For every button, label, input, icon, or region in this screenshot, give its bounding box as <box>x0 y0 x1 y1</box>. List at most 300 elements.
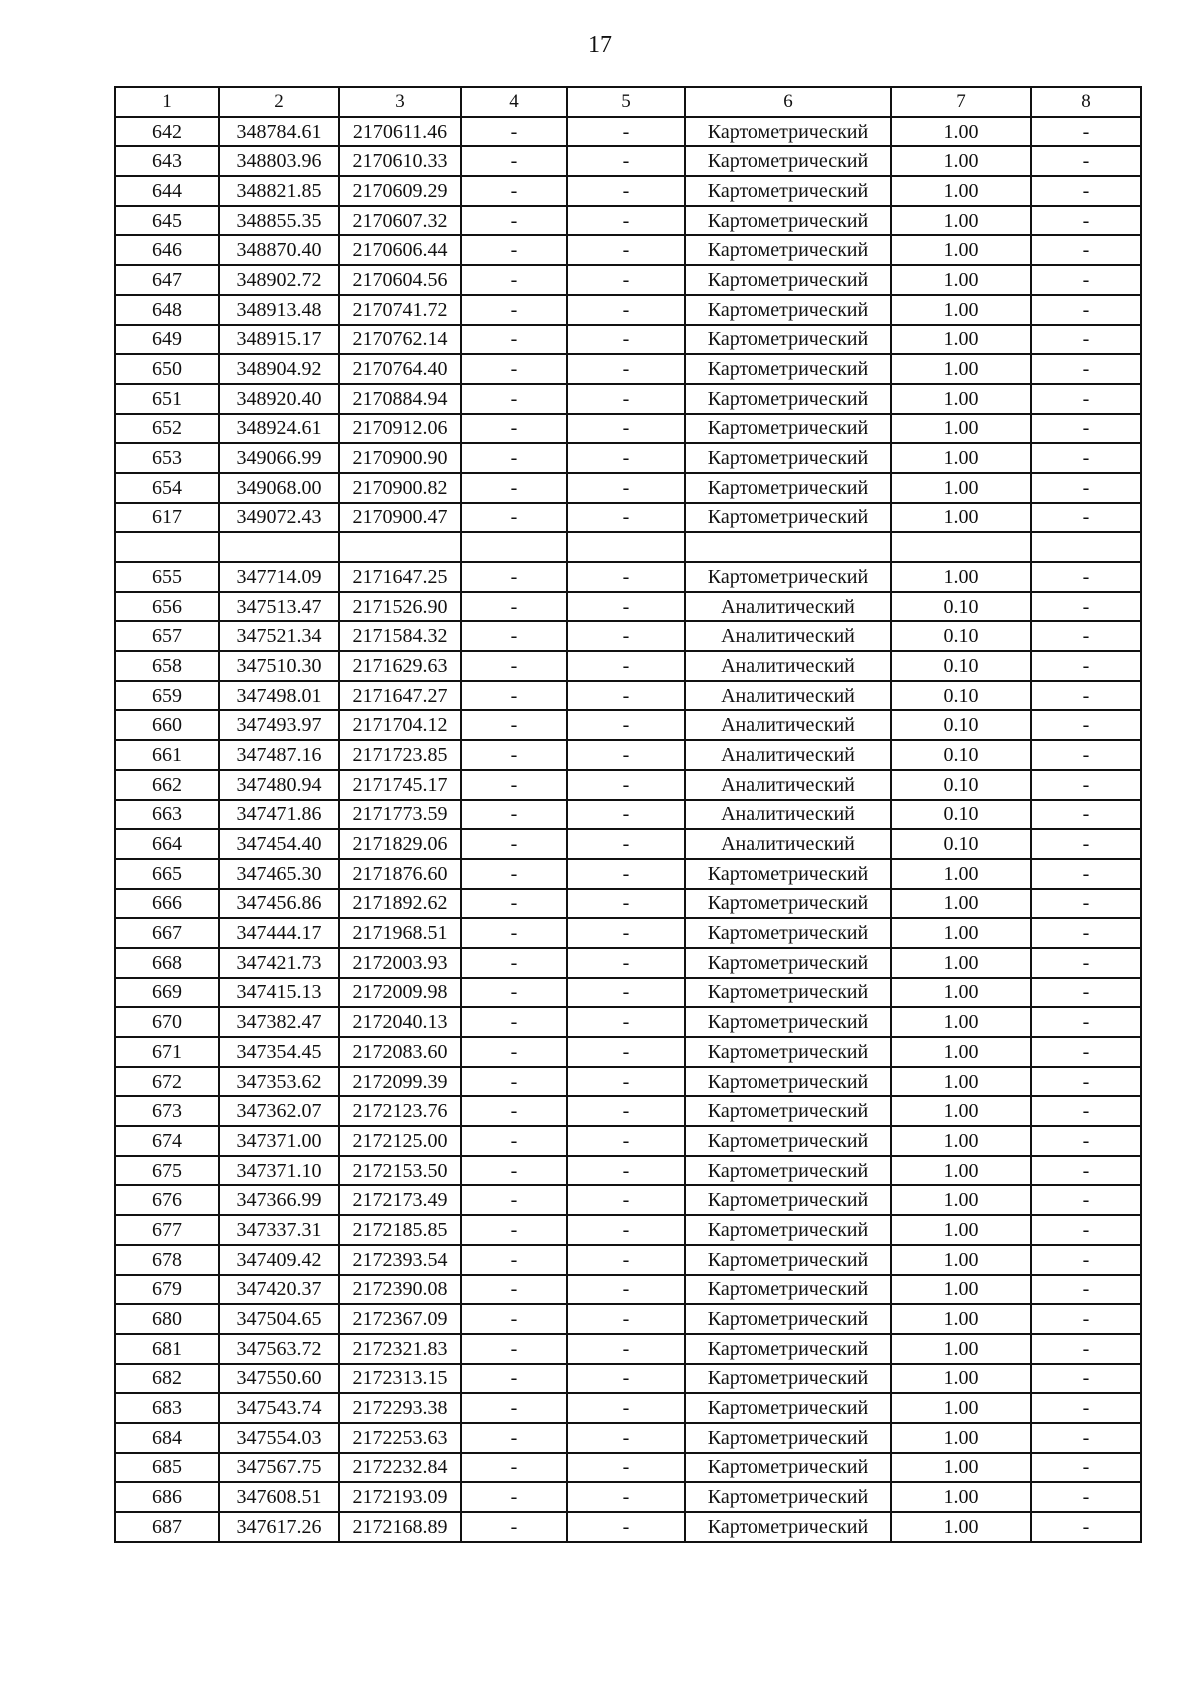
point-number-cell: 681 <box>115 1334 219 1364</box>
accuracy-cell: 1.00 <box>891 859 1031 889</box>
accuracy-cell: 1.00 <box>891 1304 1031 1334</box>
column-header: 8 <box>1031 87 1141 117</box>
x-coordinate-cell: 349068.00 <box>219 473 339 503</box>
x-coordinate-cell: 348920.40 <box>219 384 339 414</box>
point-number-cell: 673 <box>115 1096 219 1126</box>
point-number-cell: 649 <box>115 325 219 355</box>
accuracy-cell: 1.00 <box>891 1215 1031 1245</box>
table-row <box>115 978 1141 1008</box>
column-8-cell: - <box>1031 1245 1141 1275</box>
accuracy-cell: 1.00 <box>891 295 1031 325</box>
column-8-cell: - <box>1031 443 1141 473</box>
y-coordinate-cell: 2170607.32 <box>339 206 461 236</box>
column-5-cell: - <box>567 325 685 355</box>
column-5-cell: - <box>567 354 685 384</box>
method-cell: Картометрический <box>685 1482 891 1512</box>
column-8-cell: - <box>1031 1185 1141 1215</box>
point-number-cell: 668 <box>115 948 219 978</box>
x-coordinate-cell: 348924.61 <box>219 414 339 444</box>
table-row <box>115 621 1141 651</box>
accuracy-cell: 1.00 <box>891 1007 1031 1037</box>
accuracy-cell: 1.00 <box>891 918 1031 948</box>
column-5-cell: - <box>567 978 685 1008</box>
column-8-cell: - <box>1031 770 1141 800</box>
column-8-cell: - <box>1031 918 1141 948</box>
column-5-cell: - <box>567 1096 685 1126</box>
y-coordinate-cell: 2170884.94 <box>339 384 461 414</box>
table-row <box>115 1126 1141 1156</box>
table-row <box>115 1215 1141 1245</box>
x-coordinate-cell: 347567.75 <box>219 1453 339 1483</box>
method-cell: Картометрический <box>685 1304 891 1334</box>
y-coordinate-cell: 2172193.09 <box>339 1482 461 1512</box>
accuracy-cell: 1.00 <box>891 1364 1031 1394</box>
table-row <box>115 800 1141 830</box>
table-row <box>115 1245 1141 1275</box>
column-8-cell: - <box>1031 325 1141 355</box>
x-coordinate-cell: 347714.09 <box>219 562 339 592</box>
column-5-cell: - <box>567 1185 685 1215</box>
column-5-cell: - <box>567 1423 685 1453</box>
column-header: 4 <box>461 87 567 117</box>
x-coordinate-cell: 348915.17 <box>219 325 339 355</box>
column-4-cell: - <box>461 978 567 1008</box>
column-5-cell: - <box>567 621 685 651</box>
method-cell: Картометрический <box>685 1037 891 1067</box>
column-8-cell: - <box>1031 710 1141 740</box>
point-number-cell: 653 <box>115 443 219 473</box>
table-row <box>115 948 1141 978</box>
column-8-cell: - <box>1031 354 1141 384</box>
point-number-cell: 663 <box>115 800 219 830</box>
x-coordinate-cell: 348904.92 <box>219 354 339 384</box>
table-row <box>115 503 1141 533</box>
x-coordinate-cell: 347371.00 <box>219 1126 339 1156</box>
y-coordinate-cell: 2170741.72 <box>339 295 461 325</box>
method-cell: Картометрический <box>685 1096 891 1126</box>
x-coordinate-cell: 348803.96 <box>219 146 339 176</box>
table-body <box>115 117 1141 1542</box>
column-8-cell: - <box>1031 978 1141 1008</box>
accuracy-cell: 0.10 <box>891 592 1031 622</box>
column-8-cell: - <box>1031 1037 1141 1067</box>
accuracy-cell: 1.00 <box>891 503 1031 533</box>
table-row <box>115 918 1141 948</box>
y-coordinate-cell: 2172083.60 <box>339 1037 461 1067</box>
point-number-cell: 661 <box>115 740 219 770</box>
accuracy-cell: 1.00 <box>891 1185 1031 1215</box>
method-cell: Аналитический <box>685 651 891 681</box>
column-4-cell: - <box>461 1037 567 1067</box>
column-5-cell: - <box>567 1245 685 1275</box>
column-5-cell: - <box>567 889 685 919</box>
column-4-cell: - <box>461 681 567 711</box>
column-header: 2 <box>219 87 339 117</box>
accuracy-cell: 1.00 <box>891 146 1031 176</box>
x-coordinate-cell <box>219 532 339 562</box>
y-coordinate-cell: 2172321.83 <box>339 1334 461 1364</box>
point-number-cell: 669 <box>115 978 219 1008</box>
column-8-cell: - <box>1031 651 1141 681</box>
method-cell: Картометрический <box>685 1245 891 1275</box>
y-coordinate-cell: 2172153.50 <box>339 1156 461 1186</box>
method-cell: Картометрический <box>685 1275 891 1305</box>
column-4-cell: - <box>461 325 567 355</box>
point-number-cell: 662 <box>115 770 219 800</box>
y-coordinate-cell: 2171968.51 <box>339 918 461 948</box>
y-coordinate-cell: 2172393.54 <box>339 1245 461 1275</box>
x-coordinate-cell: 347550.60 <box>219 1364 339 1394</box>
method-cell: Картометрический <box>685 918 891 948</box>
x-coordinate-cell: 349072.43 <box>219 503 339 533</box>
column-5-cell: - <box>567 740 685 770</box>
x-coordinate-cell: 348821.85 <box>219 176 339 206</box>
method-cell: Аналитический <box>685 770 891 800</box>
y-coordinate-cell: 2172367.09 <box>339 1304 461 1334</box>
column-4-cell: - <box>461 235 567 265</box>
method-cell: Аналитический <box>685 710 891 740</box>
accuracy-cell: 1.00 <box>891 1037 1031 1067</box>
column-4-cell: - <box>461 1304 567 1334</box>
point-number-cell: 648 <box>115 295 219 325</box>
table-row <box>115 681 1141 711</box>
column-4-cell: - <box>461 740 567 770</box>
method-cell: Аналитический <box>685 829 891 859</box>
y-coordinate-cell: 2171647.25 <box>339 562 461 592</box>
point-number-cell: 687 <box>115 1512 219 1542</box>
column-8-cell: - <box>1031 146 1141 176</box>
column-8-cell: - <box>1031 740 1141 770</box>
column-8-cell: - <box>1031 176 1141 206</box>
x-coordinate-cell: 347382.47 <box>219 1007 339 1037</box>
y-coordinate-cell: 2172123.76 <box>339 1096 461 1126</box>
x-coordinate-cell: 348913.48 <box>219 295 339 325</box>
accuracy-cell: 0.10 <box>891 800 1031 830</box>
accuracy-cell: 1.00 <box>891 1245 1031 1275</box>
column-8-cell: - <box>1031 1126 1141 1156</box>
point-number-cell: 659 <box>115 681 219 711</box>
column-4-cell: - <box>461 1423 567 1453</box>
x-coordinate-cell: 348784.61 <box>219 117 339 147</box>
x-coordinate-cell: 347554.03 <box>219 1423 339 1453</box>
accuracy-cell: 1.00 <box>891 1393 1031 1423</box>
x-coordinate-cell: 347454.40 <box>219 829 339 859</box>
y-coordinate-cell: 2172313.15 <box>339 1364 461 1394</box>
column-5-cell: - <box>567 503 685 533</box>
point-number-cell: 644 <box>115 176 219 206</box>
column-5-cell: - <box>567 295 685 325</box>
table-row <box>115 1364 1141 1394</box>
x-coordinate-cell: 347421.73 <box>219 948 339 978</box>
table-row <box>115 414 1141 444</box>
accuracy-cell: 1.00 <box>891 443 1031 473</box>
point-number-cell: 650 <box>115 354 219 384</box>
column-5-cell: - <box>567 1037 685 1067</box>
y-coordinate-cell: 2170900.47 <box>339 503 461 533</box>
column-5-cell <box>567 532 685 562</box>
table-row <box>115 1482 1141 1512</box>
column-4-cell: - <box>461 918 567 948</box>
column-8-cell: - <box>1031 1364 1141 1394</box>
column-4-cell: - <box>461 176 567 206</box>
point-number-cell: 686 <box>115 1482 219 1512</box>
column-4-cell: - <box>461 503 567 533</box>
accuracy-cell: 1.00 <box>891 978 1031 1008</box>
x-coordinate-cell: 347337.31 <box>219 1215 339 1245</box>
x-coordinate-cell: 347493.97 <box>219 710 339 740</box>
column-4-cell: - <box>461 562 567 592</box>
column-4-cell: - <box>461 295 567 325</box>
column-8-cell <box>1031 532 1141 562</box>
point-number-cell: 682 <box>115 1364 219 1394</box>
column-4-cell: - <box>461 414 567 444</box>
x-coordinate-cell: 347480.94 <box>219 770 339 800</box>
column-5-cell: - <box>567 1215 685 1245</box>
column-5-cell: - <box>567 800 685 830</box>
column-4-cell: - <box>461 1364 567 1394</box>
point-number-cell: 685 <box>115 1453 219 1483</box>
column-4-cell: - <box>461 948 567 978</box>
point-number-cell: 672 <box>115 1067 219 1097</box>
column-5-cell: - <box>567 1453 685 1483</box>
column-8-cell: - <box>1031 1067 1141 1097</box>
table-row <box>115 1096 1141 1126</box>
method-cell: Картометрический <box>685 295 891 325</box>
column-4-cell <box>461 532 567 562</box>
y-coordinate-cell: 2171704.12 <box>339 710 461 740</box>
accuracy-cell: 1.00 <box>891 948 1031 978</box>
table-row <box>115 532 1141 562</box>
method-cell <box>685 532 891 562</box>
column-8-cell: - <box>1031 503 1141 533</box>
page-number: 17 <box>588 32 612 58</box>
column-8-cell: - <box>1031 117 1141 147</box>
method-cell: Картометрический <box>685 1185 891 1215</box>
y-coordinate-cell: 2172125.00 <box>339 1126 461 1156</box>
method-cell: Картометрический <box>685 1512 891 1542</box>
method-cell: Картометрический <box>685 1156 891 1186</box>
column-5-cell: - <box>567 1007 685 1037</box>
x-coordinate-cell: 347456.86 <box>219 889 339 919</box>
column-8-cell: - <box>1031 829 1141 859</box>
point-number-cell: 656 <box>115 592 219 622</box>
column-4-cell: - <box>461 1215 567 1245</box>
point-number-cell: 666 <box>115 889 219 919</box>
table-row <box>115 1275 1141 1305</box>
column-5-cell: - <box>567 592 685 622</box>
column-5-cell: - <box>567 235 685 265</box>
method-cell: Картометрический <box>685 1423 891 1453</box>
table-row <box>115 1512 1141 1542</box>
method-cell: Картометрический <box>685 859 891 889</box>
method-cell: Картометрический <box>685 1393 891 1423</box>
accuracy-cell: 1.00 <box>891 414 1031 444</box>
table-row <box>115 1453 1141 1483</box>
accuracy-cell: 0.10 <box>891 710 1031 740</box>
table-row <box>115 206 1141 236</box>
x-coordinate-cell: 348855.35 <box>219 206 339 236</box>
accuracy-cell: 0.10 <box>891 740 1031 770</box>
column-5-cell: - <box>567 206 685 236</box>
table-row <box>115 889 1141 919</box>
x-coordinate-cell: 349066.99 <box>219 443 339 473</box>
table-row <box>115 443 1141 473</box>
column-5-cell: - <box>567 443 685 473</box>
y-coordinate-cell: 2172185.85 <box>339 1215 461 1245</box>
y-coordinate-cell: 2170762.14 <box>339 325 461 355</box>
x-coordinate-cell: 347487.16 <box>219 740 339 770</box>
y-coordinate-cell: 2172003.93 <box>339 948 461 978</box>
table-row <box>115 1156 1141 1186</box>
point-number-cell: 667 <box>115 918 219 948</box>
method-cell: Картометрический <box>685 473 891 503</box>
column-8-cell: - <box>1031 1156 1141 1186</box>
accuracy-cell: 1.00 <box>891 176 1031 206</box>
column-4-cell: - <box>461 384 567 414</box>
method-cell: Картометрический <box>685 265 891 295</box>
table-row <box>115 1007 1141 1037</box>
column-8-cell: - <box>1031 1423 1141 1453</box>
accuracy-cell <box>891 532 1031 562</box>
x-coordinate-cell: 348902.72 <box>219 265 339 295</box>
x-coordinate-cell: 347371.10 <box>219 1156 339 1186</box>
y-coordinate-cell: 2172009.98 <box>339 978 461 1008</box>
accuracy-cell: 0.10 <box>891 651 1031 681</box>
method-cell: Картометрический <box>685 503 891 533</box>
table-row <box>115 770 1141 800</box>
method-cell: Картометрический <box>685 414 891 444</box>
x-coordinate-cell: 347354.45 <box>219 1037 339 1067</box>
point-number-cell: 676 <box>115 1185 219 1215</box>
y-coordinate-cell: 2170606.44 <box>339 235 461 265</box>
y-coordinate-cell <box>339 532 461 562</box>
column-5-cell: - <box>567 770 685 800</box>
column-4-cell: - <box>461 1067 567 1097</box>
x-coordinate-cell: 347510.30 <box>219 651 339 681</box>
table-row <box>115 235 1141 265</box>
column-8-cell: - <box>1031 1393 1141 1423</box>
column-4-cell: - <box>461 859 567 889</box>
column-8-cell: - <box>1031 1453 1141 1483</box>
point-number-cell <box>115 532 219 562</box>
column-5-cell: - <box>567 859 685 889</box>
table-row <box>115 740 1141 770</box>
column-8-cell: - <box>1031 1215 1141 1245</box>
accuracy-cell: 1.00 <box>891 562 1031 592</box>
accuracy-cell: 1.00 <box>891 235 1031 265</box>
point-number-cell: 657 <box>115 621 219 651</box>
column-5-cell: - <box>567 384 685 414</box>
point-number-cell: 679 <box>115 1275 219 1305</box>
point-number-cell: 670 <box>115 1007 219 1037</box>
y-coordinate-cell: 2170912.06 <box>339 414 461 444</box>
table-row <box>115 473 1141 503</box>
accuracy-cell: 1.00 <box>891 1126 1031 1156</box>
method-cell: Картометрический <box>685 1334 891 1364</box>
column-5-cell: - <box>567 918 685 948</box>
accuracy-cell: 1.00 <box>891 1334 1031 1364</box>
column-5-cell: - <box>567 1393 685 1423</box>
point-number-cell: 674 <box>115 1126 219 1156</box>
column-4-cell: - <box>461 592 567 622</box>
accuracy-cell: 1.00 <box>891 1156 1031 1186</box>
column-5-cell: - <box>567 176 685 206</box>
column-4-cell: - <box>461 146 567 176</box>
method-cell: Картометрический <box>685 948 891 978</box>
method-cell: Картометрический <box>685 889 891 919</box>
x-coordinate-cell: 347415.13 <box>219 978 339 1008</box>
column-4-cell: - <box>461 1334 567 1364</box>
x-coordinate-cell: 348870.40 <box>219 235 339 265</box>
y-coordinate-cell: 2170764.40 <box>339 354 461 384</box>
accuracy-cell: 1.00 <box>891 889 1031 919</box>
point-number-cell: 665 <box>115 859 219 889</box>
method-cell: Картометрический <box>685 117 891 147</box>
column-8-cell: - <box>1031 889 1141 919</box>
column-5-cell: - <box>567 1364 685 1394</box>
accuracy-cell: 1.00 <box>891 206 1031 236</box>
column-4-cell: - <box>461 651 567 681</box>
x-coordinate-cell: 347353.62 <box>219 1067 339 1097</box>
column-4-cell: - <box>461 1482 567 1512</box>
accuracy-cell: 1.00 <box>891 354 1031 384</box>
method-cell: Картометрический <box>685 354 891 384</box>
column-8-cell: - <box>1031 562 1141 592</box>
table-row <box>115 562 1141 592</box>
y-coordinate-cell: 2170610.33 <box>339 146 461 176</box>
x-coordinate-cell: 347608.51 <box>219 1482 339 1512</box>
y-coordinate-cell: 2170604.56 <box>339 265 461 295</box>
method-cell: Картометрический <box>685 146 891 176</box>
y-coordinate-cell: 2172099.39 <box>339 1067 461 1097</box>
x-coordinate-cell: 347471.86 <box>219 800 339 830</box>
column-8-cell: - <box>1031 473 1141 503</box>
method-cell: Аналитический <box>685 740 891 770</box>
y-coordinate-cell: 2171584.32 <box>339 621 461 651</box>
column-4-cell: - <box>461 1393 567 1423</box>
column-4-cell: - <box>461 1245 567 1275</box>
column-5-cell: - <box>567 1067 685 1097</box>
y-coordinate-cell: 2172293.38 <box>339 1393 461 1423</box>
y-coordinate-cell: 2171829.06 <box>339 829 461 859</box>
method-cell: Картометрический <box>685 443 891 473</box>
y-coordinate-cell: 2171745.17 <box>339 770 461 800</box>
column-5-cell: - <box>567 1304 685 1334</box>
column-8-cell: - <box>1031 414 1141 444</box>
y-coordinate-cell: 2172390.08 <box>339 1275 461 1305</box>
point-number-cell: 678 <box>115 1245 219 1275</box>
accuracy-cell: 1.00 <box>891 265 1031 295</box>
accuracy-cell: 1.00 <box>891 1512 1031 1542</box>
y-coordinate-cell: 2170900.82 <box>339 473 461 503</box>
y-coordinate-cell: 2171773.59 <box>339 800 461 830</box>
column-header: 1 <box>115 87 219 117</box>
column-4-cell: - <box>461 473 567 503</box>
column-8-cell: - <box>1031 384 1141 414</box>
column-8-cell: - <box>1031 235 1141 265</box>
table-row <box>115 176 1141 206</box>
column-8-cell: - <box>1031 1096 1141 1126</box>
column-5-cell: - <box>567 265 685 295</box>
column-5-cell: - <box>567 829 685 859</box>
y-coordinate-cell: 2171876.60 <box>339 859 461 889</box>
y-coordinate-cell: 2172232.84 <box>339 1453 461 1483</box>
column-4-cell: - <box>461 1453 567 1483</box>
column-5-cell: - <box>567 1156 685 1186</box>
column-5-cell: - <box>567 562 685 592</box>
column-8-cell: - <box>1031 948 1141 978</box>
point-number-cell: 660 <box>115 710 219 740</box>
